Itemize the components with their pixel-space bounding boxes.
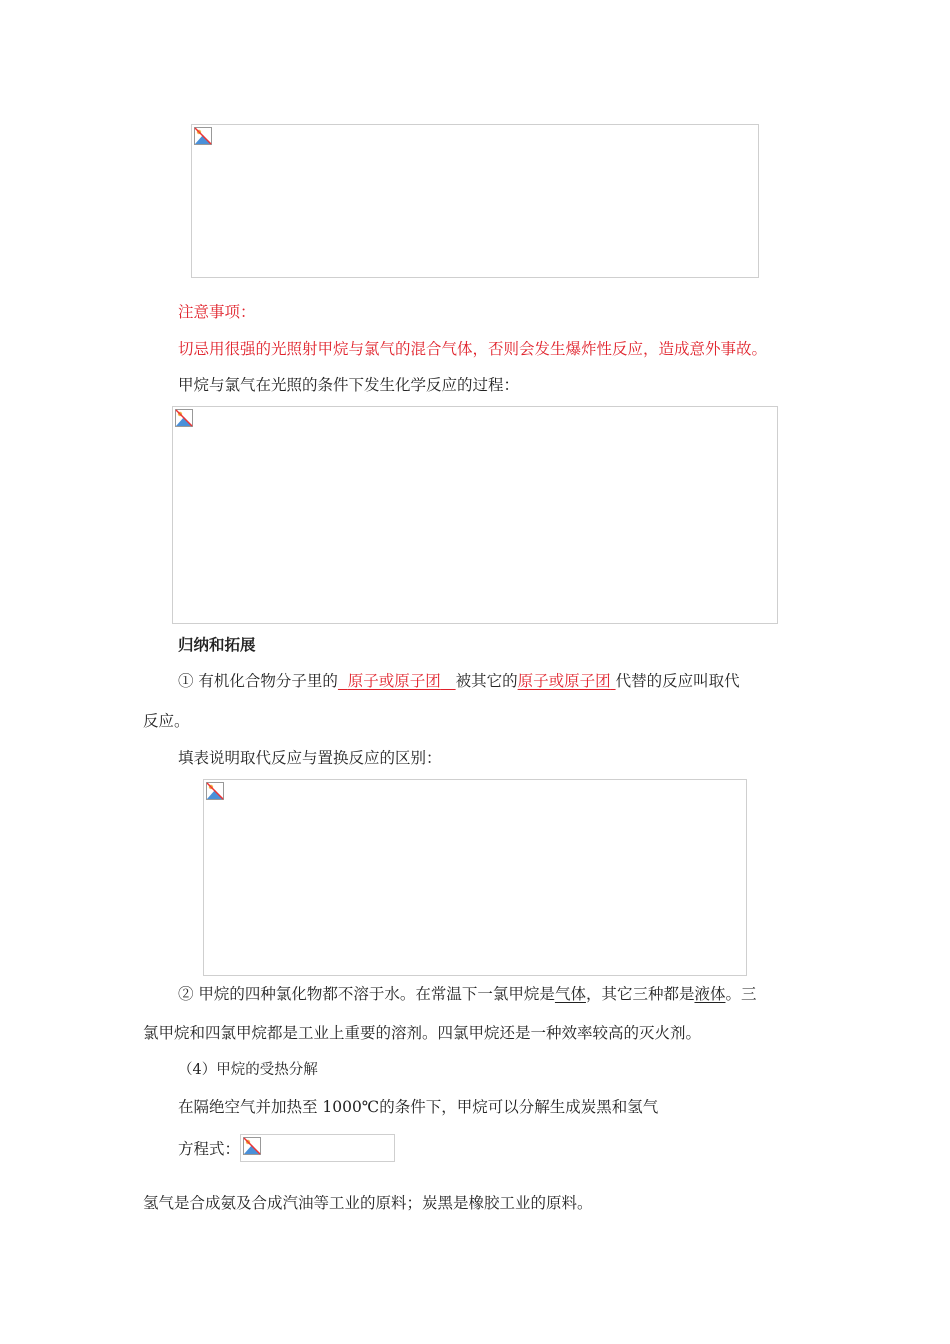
broken-image-icon xyxy=(175,409,193,427)
answer-blank-1: 原子或原子团 xyxy=(347,672,441,690)
broken-image-icon xyxy=(243,1137,261,1155)
item1-line2: 反应。 xyxy=(143,712,190,730)
notice-text: 切忌用很强的光照射甲烷与氯气的混合气体，否则会发生爆炸性反应，造成意外事故。 xyxy=(178,340,768,358)
item2-part2: ，其它三种都是 xyxy=(585,985,695,1003)
summary-heading: 归纳和拓展 xyxy=(178,636,256,654)
table-intro: 填表说明取代反应与置换反应的区别： xyxy=(178,749,442,767)
answer-blank-2: 原子或原子团 xyxy=(517,672,611,690)
answer-gas: 气体 xyxy=(554,985,586,1003)
process-intro: 甲烷与氯气在光照的条件下发生化学反应的过程： xyxy=(178,376,520,394)
image-placeholder-1 xyxy=(191,124,759,278)
image-placeholder-3 xyxy=(203,779,747,976)
item1-prefix: ① 有机化合物分子里的 xyxy=(178,672,338,690)
closing-text: 氢气是合成氨及合成汽油等工业的原料；炭黑是橡胶工业的原料。 xyxy=(143,1194,593,1212)
equation-row xyxy=(178,1134,395,1162)
summary-item-1 xyxy=(178,669,740,691)
summary-item-2 xyxy=(178,982,757,1004)
item1-suffix: 代替的反应叫取代 xyxy=(615,672,740,690)
item1-middle: 被其它的 xyxy=(455,672,518,690)
notice-title: 注意事项： xyxy=(178,303,256,321)
broken-image-icon xyxy=(194,127,212,145)
item2-line2: 氯甲烷和四氯甲烷都是工业上重要的溶剂。四氯甲烷还是一种效率较高的灭火剂。 xyxy=(143,1024,702,1042)
item2-part1: ② 甲烷的四种氯化物都不溶于水。在常温下一氯甲烷是 xyxy=(178,985,555,1003)
broken-image-icon xyxy=(206,782,224,800)
section4-title: （4）甲烷的受热分解 xyxy=(178,1062,318,1078)
answer-liquid: 液体 xyxy=(694,985,726,1003)
section4-text: 在隔绝空气并加热至 1000℃的条件下，甲烷可以分解生成炭黑和氢气 xyxy=(178,1098,659,1116)
image-placeholder-2 xyxy=(172,406,778,624)
item2-part3: 。三 xyxy=(725,985,757,1003)
equation-label: 方程式： xyxy=(178,1140,241,1158)
equation-image xyxy=(240,1134,395,1162)
